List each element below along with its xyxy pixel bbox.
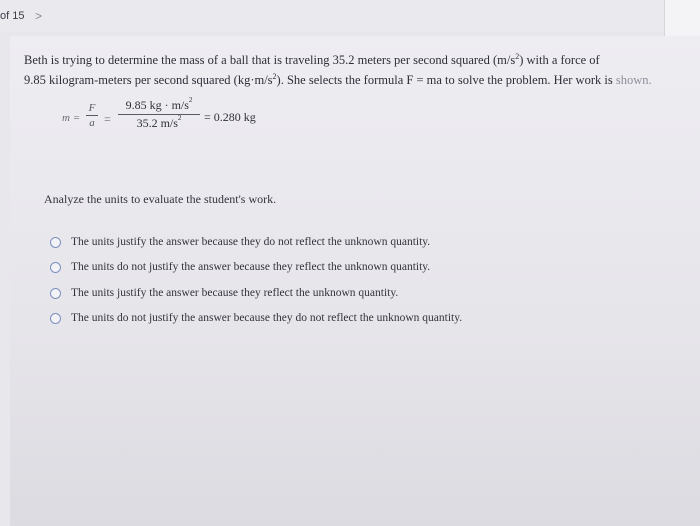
next-page-arrow-icon[interactable]: > [35, 9, 43, 23]
radio-button-icon[interactable] [50, 237, 61, 248]
question-line-2: 9.85 kilogram-meters per second squared $(kg\cdot m/s^2)$. She selects the formula F = ma to solve the problem. Her work is shown. [24, 72, 652, 87]
question-prompt: Analyze the units to evaluate the student's work. [44, 192, 277, 206]
page-counter: of 15 [0, 10, 25, 22]
formula-fraction: F a [86, 102, 98, 129]
answer-option-label: The units justify the answer because they do not reflect the unknown quantity. [71, 236, 431, 248]
answer-option-1[interactable] [50, 234, 430, 250]
answer-option-label: The units justify the answer because they reflect the unknown quantity. [71, 287, 399, 299]
radio-button-icon[interactable] [50, 313, 61, 324]
question-line-1: Beth is trying to determine the mass of a ball that is traveling 35.2 meters per second squared $(m/s^2)$ with a force of [24, 52, 600, 67]
answer-option-label: The units do not justify the answer because they do not reflect the unknown quantity. [71, 312, 463, 324]
question-text [24, 50, 700, 90]
equation-result: = 0.280 kg [204, 110, 256, 124]
question-panel [10, 36, 700, 526]
value-fraction: 9.85 kg · $m/s^2$ 35.2 $m/s^2$ [118, 98, 200, 131]
answer-option-label: The units do not justify the answer because they reflect the unknown quantity. [71, 261, 431, 273]
answer-option-4[interactable] [50, 310, 462, 326]
radio-button-icon[interactable] [50, 262, 61, 273]
answer-option-3[interactable] [50, 285, 398, 301]
top-bar [0, 0, 700, 32]
answer-option-2[interactable] [50, 259, 430, 275]
equation-lhs: m = [62, 112, 81, 124]
radio-button-icon[interactable] [50, 288, 61, 299]
equals-sign: = [104, 112, 111, 126]
